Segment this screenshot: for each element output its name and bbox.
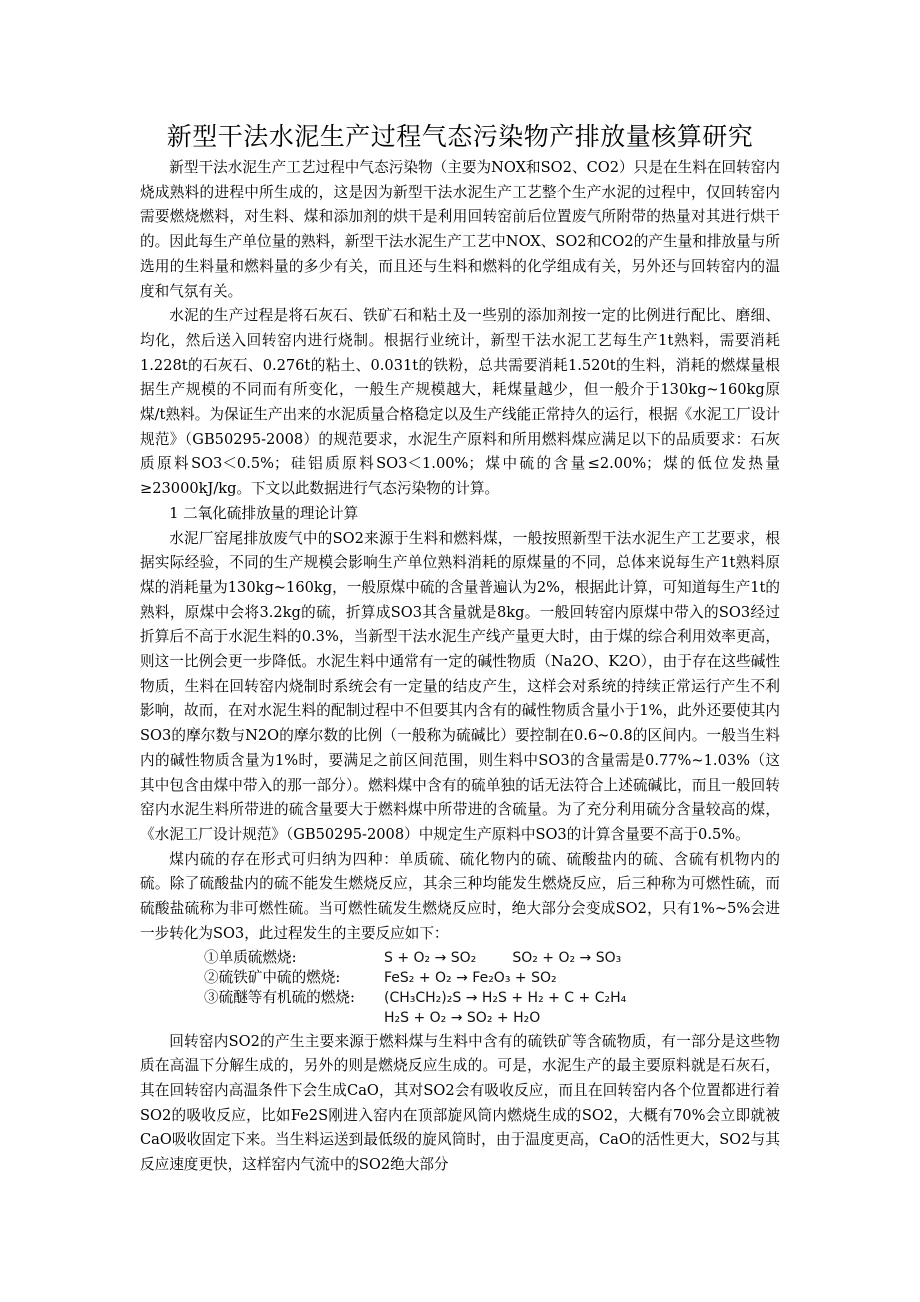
reaction-row	[204, 968, 780, 988]
reaction-equation: (CH₃CH₂)₂S → H₂S + H₂ + C + C₂H₄	[384, 989, 627, 1006]
document-title: 新型干法水泥生产过程气态污染物产排放量核算研究	[166, 122, 754, 151]
reaction-label: ③硫醚等有机硫的燃烧:	[204, 988, 355, 1006]
reaction-label: ①单质硫燃烧:	[204, 948, 297, 966]
reaction-equation: S + O₂ → SO₂	[384, 949, 477, 966]
paragraph-so2-absorption: 回转窑内SO2的产生主要来源于燃料煤与生料中含有的硫铁矿等含硫物质，有一部分是这些物质在高温下分解生成的，另外的则是燃烧反应生成的。可是，水泥生产的最主要原料就是石灰石，其在回转窑内高温条件下会生成CaO，其对SO2会有吸收反应，而且在回转窑内各个位置都进行着SO2的吸收反应，比如Fe2S刚进入窑内在顶部旋风筒内燃烧生成的SO2，大概有70%会立即就被CaO吸收固定下来。当生料运送到最低级的旋风筒时，由于温度更高，CaO的活性更大，SO2与其反应速度更快，这样窑内气流中的SO2绝大部分	[140, 1032, 780, 1174]
reaction-equation: FeS₂ + O₂ → Fe₂O₃ + SO₂	[384, 969, 557, 986]
paragraph-production-process: 水泥的生产过程是将石灰石、铁矿石和粘土及一些别的添加剂按一定的比例进行配比、磨细、均化，然后送入回转窑内进行烧制。根据行业统计，新型干法水泥工艺每生产1t熟料，需要消耗1.228t的石灰石、0.276t的粘土、0.031t的铁粉，总共需要消耗1.520t的生料，消耗的燃煤量根据生产规模的不同而有所变化，一般生产规模越大，耗煤量越少，但一般介于130kg~160kg原煤/t熟料。为保证生产出来的水泥质量合格稳定以及生产线能正常持久的运行，根据《水泥工厂设计规范》（GB50295-2008）的规范要求，水泥生产原料和所用燃料煤应满足以下的品质要求：石灰质原料SO3＜0.5%；硅铝质原料SO3＜1.00%；煤中硫的含量≤2.00%；煤的低位发热量≥23000kJ/kg。下文以此数据进行气态污染物的计算。	[140, 307, 780, 498]
reaction-label: ②硫铁矿中硫的燃烧:	[204, 968, 341, 986]
reaction-row	[204, 948, 780, 968]
paragraph-sulfur-forms: 煤内硫的存在形式可归纳为四种：单质硫、硫化物内的硫、硫酸盐内的硫、含硫有机物内的硫。除了硫酸盐内的硫不能发生燃烧反应，其余三种均能发生燃烧反应，后三种称为可燃性硫，而硫酸盐硫称为非可燃性硫。当可燃性硫发生燃烧反应时，绝大部分会变成SO2，只有1%~5%会进一步转化为SO3，此过程发生的主要反应如下：	[140, 850, 780, 942]
section-heading-so2: 1 二氧化硫排放量的理论计算	[169, 504, 359, 522]
reaction-row	[204, 1008, 780, 1028]
paragraph-intro: 新型干法水泥生产工艺过程中气态污染物（主要为NOX和SO2、CO2）只是在生料在回转窑内烧成熟料的进程中所生成的，这是因为新型干法水泥生产工艺整个生产水泥的过程中，仅回转窑内需要燃烧燃料，对生料、煤和添加剂的烘干是利用回转窑前后位置废气所附带的热量对其进行烘干的。因此每生产单位量的熟料，新型干法水泥生产工艺中NOX、SO2和CO2的产生量和排放量与所选用的生料量和燃料量的多少有关，而且还与生料和燃料的化学组成有关，另外还与回转窑内的温度和气氛有关。	[140, 159, 780, 300]
reaction-list	[140, 947, 780, 1030]
reaction-equation: H₂S + O₂ → SO₂ + H₂O	[384, 1009, 541, 1026]
reaction-equation: SO₂ + O₂ → SO₃	[512, 949, 622, 966]
paragraph-so2-source: 水泥厂窑尾排放废气中的SO2来源于生料和燃料煤，一般按照新型干法水泥生产工艺要求，根据实际经验，不同的生产规模会影响生产单位熟料消耗的原煤量的不同，总体来说每生产1t熟料原煤的消耗量为130kg~160kg，一般原煤中硫的含量普遍认为2%，根据此计算，可知道每生产1t的熟料，原煤中会将3.2kg的硫，折算成SO3其含量就是8kg。一般回转窑内原煤中带入的SO3经过折算后不高于水泥生料的0.3%，当新型干法水泥生产线产量更大时，由于煤的综合利用效率更高，则这一比例会更一步降低。水泥生料中通常有一定的碱性物质（Na2O、K2O），由于存在这些碱性物质，生料在回转窑内烧制时系统会有一定量的结皮产生，这样会对系统的持续正常运行产生不利影响，故而，在对水泥生料的配制过程中不但要其内含有的碱性物质含量小于1%，此外还要使其内SO3的摩尔数与N2O的摩尔数的比例（一般称为硫碱比）要控制在0.6~0.8的区间内。一般当生料内的碱性物质含量为1%时，要满足之前区间范围，则生料中SO3的含量需是0.77%~1.03%（这其中包含由煤中带入的那一部分）。燃料煤中含有的硫单独的话无法符合上述硫碱比，而且一般回转窑内水泥生料所带进的硫含量要大于燃料煤中所带进的含硫量。为了充分利用硫分含量较高的煤，《水泥工厂设计规范》（GB50295-2008）中规定生产原料中SO3的计算含量要不高于0.5%。	[140, 529, 780, 843]
document-body	[140, 156, 780, 1178]
reaction-row	[204, 988, 780, 1008]
